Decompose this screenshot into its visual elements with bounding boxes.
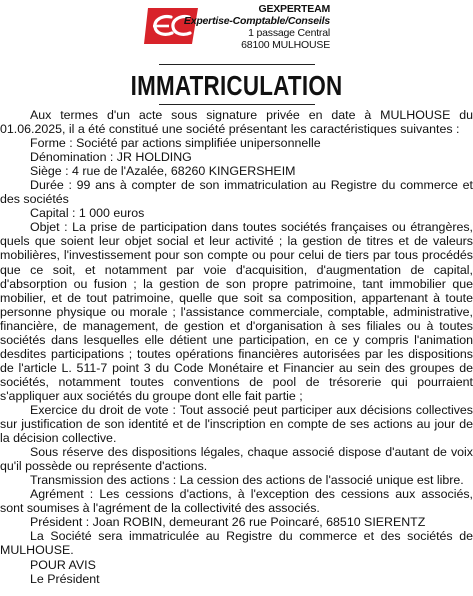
- notice-title: IMMATRICULATION: [130, 70, 343, 101]
- paragraph-objet: Objet : La prise de participation dans toutes sociétés françaises ou étrangères, quels que soient leur objet social et leur activité ; la gestion de titres et de valeurs mobilières, l'investissement pour son compte ou pour celui de tiers par tous procédés que ce soit, et notamment par voie d'acquisition, d'augmentation de capital, d'absorption ou fusion ; la gestion de son propre patrimoine, tant immobilier que mobilier, et de tout patrimoine, quelle que soit sa composition, appartenant à toute personne physique ou morale ; l'assistance commerciale, comptable, administrative, financière, de management, de gestion et d'organisation à ses filiales ou à toutes sociétés dans lesquelles elle détient une participation, en ce y compris l'animation desdites participations ; toutes opérations financières autorisées par les dispositions de l'article L. 511-7 point 3 du Code Monétaire et Financier au sein des groupes de sociétés, notamment toutes conventions de pool de trésorerie qui pourraient s'appliquer aux sociétés du groupe dont elle fait partie ;: [0, 220, 473, 403]
- paragraph-siege: Siège : 4 rue de l'Azalée, 68260 KINGERSHEIM: [30, 164, 296, 179]
- paragraph-duree: Durée : 99 ans à compter de son immatriculation au Registre du commerce et des sociétés: [0, 178, 473, 207]
- company-block: [184, 3, 330, 51]
- paragraph-pour-avis: POUR AVIS: [30, 557, 96, 572]
- paragraph-denomination: Dénomination : JR HOLDING: [30, 150, 192, 165]
- company-tagline: Expertise-Comptable/Conseils: [183, 15, 330, 27]
- paragraph-transmission: Transmission des actions : La cession des actions de l'associé unique est libre.: [30, 473, 464, 488]
- paragraph-president: Président : Joan ROBIN, demeurant 26 rue Poincaré, 68510 SIERENTZ: [30, 515, 426, 530]
- company-address-line1: 1 passage Central: [248, 27, 330, 39]
- paragraph-signature: Le Président: [30, 571, 100, 586]
- notice-body: [0, 108, 473, 586]
- title-rule-bottom: [159, 104, 315, 105]
- company-name: GEXPERTEAM: [258, 3, 330, 15]
- notice-header: [0, 0, 473, 70]
- paragraph-capital: Capital : 1 000 euros: [30, 206, 145, 221]
- paragraph-dispositions: Sous réserve des dispositions légales, chaque associé dispose d'autant de voix qu'il possède ou représente d'actions.: [0, 445, 473, 474]
- paragraph-droit-de-vote: Exercice du droit de vote : Tout associé peut participer aux décisions collectives sur justification de son identité et de l'inscription en compte de ses actions au jour de la décision collective.: [0, 402, 473, 446]
- company-address-line2: 68100 MULHOUSE: [241, 39, 330, 51]
- paragraph-agrement: Agrément : Les cessions d'actions, à l'exception des cessions aux associés, sont soumises à l'agrément de la collectivité des associés.: [0, 487, 473, 516]
- paragraph-immatriculation: La Société sera immatriculée au Registre du commerce et des sociétés de MULHOUSE.: [0, 529, 473, 558]
- paragraph-forme: Forme : Société par actions simplifiée unipersonnelle: [30, 136, 321, 151]
- paragraph-intro: Aux termes d'un acte sous signature privée en date à MULHOUSE du 01.06.2025, il a été constitué une société présentant les caractéristiques suivantes :: [0, 108, 473, 137]
- title-rule-top: [159, 64, 315, 65]
